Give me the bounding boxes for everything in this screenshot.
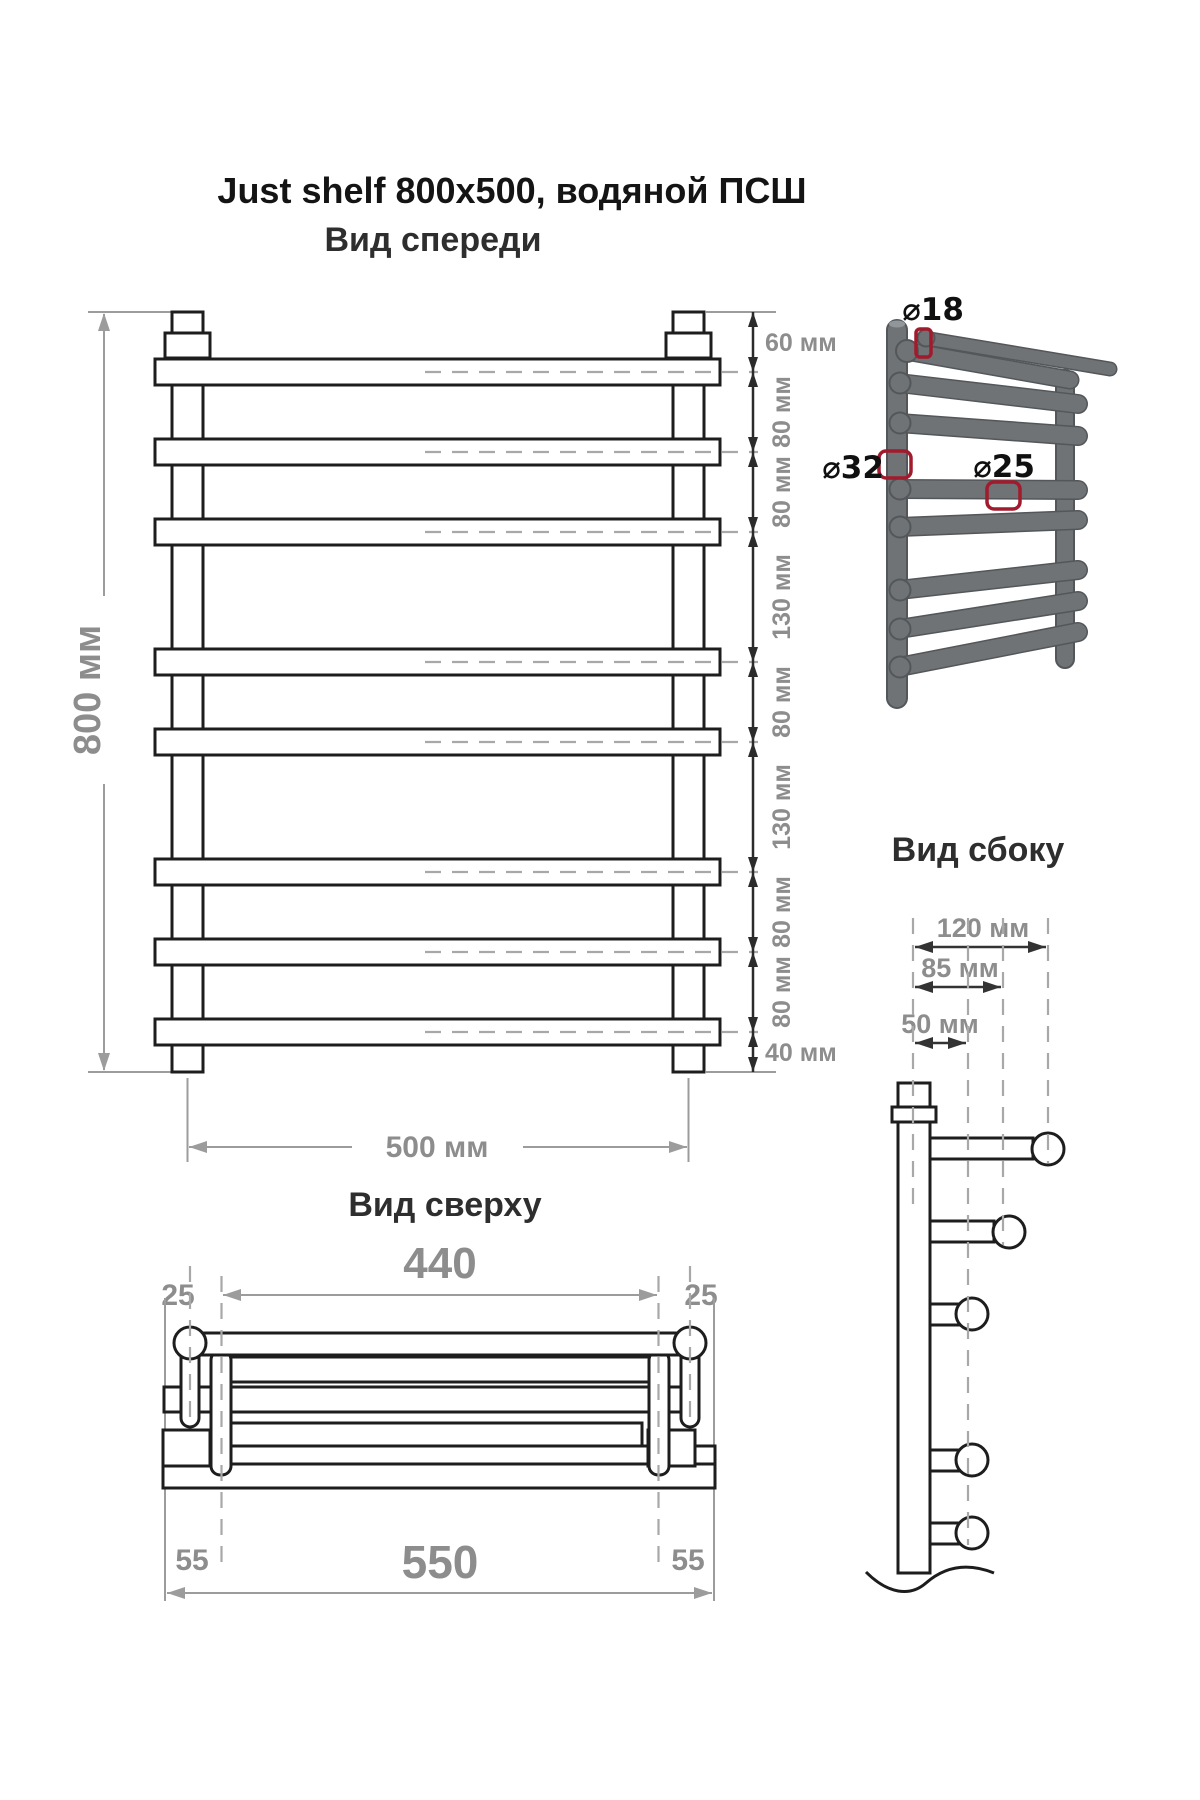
chain-dim-80d: 80 мм	[768, 876, 796, 948]
page-title: Just shelf 800x500, водяной ПСШ	[217, 170, 807, 211]
front-height-dim-label: 800 мм	[67, 624, 109, 756]
front-view	[67, 312, 837, 1164]
side-depth-dimensions	[901, 913, 1046, 1049]
top-front-rail	[180, 1333, 700, 1355]
d25-label: ⌀25	[973, 449, 1035, 485]
top-overall-dimension	[167, 1536, 712, 1599]
top-drawing	[163, 1327, 715, 1488]
render-shelf-tubes	[906, 338, 1110, 380]
d32-label: ⌀32	[822, 450, 884, 486]
chain-dim-80c: 80 мм	[768, 666, 796, 738]
front-rung-centerlines	[425, 372, 758, 1032]
chain-dim-40: 40 мм	[765, 1039, 837, 1067]
render-3d	[822, 292, 1110, 708]
front-right-collar	[666, 333, 711, 358]
top-left-bracket-base	[163, 1430, 210, 1466]
front-height-dimension	[67, 313, 110, 1071]
chain-dim-80a: 80 мм	[768, 376, 796, 448]
chain-dim-80e: 80 мм	[768, 956, 796, 1028]
render-rungs	[899, 383, 1078, 667]
top-view-label: Вид сверху	[348, 1186, 542, 1224]
side-view	[866, 913, 1064, 1592]
front-view-label: Вид спереди	[324, 221, 542, 259]
top-span-label: 440	[403, 1239, 477, 1288]
top-overall-label: 550	[401, 1536, 479, 1588]
front-chain-dimension	[748, 312, 837, 1072]
top-margin-left-label: 55	[175, 1544, 209, 1577]
chain-dim-60: 60 мм	[765, 329, 837, 357]
side-shelf-depth-label: 120 мм	[936, 913, 1030, 943]
top-offset-right-label: 25	[684, 1279, 718, 1312]
front-rungs	[155, 359, 720, 1045]
chain-dim-80b: 80 мм	[768, 456, 796, 528]
front-ladder-drawing	[155, 312, 720, 1072]
front-axis-dim-label: 500 мм	[385, 1131, 489, 1164]
top-centerlines	[190, 1266, 690, 1565]
side-shelf-arm	[930, 1138, 1033, 1159]
side-mid-depth-label: 85 мм	[921, 953, 999, 983]
top-view	[161, 1239, 717, 1601]
chain-dim-130a: 130 мм	[768, 554, 796, 640]
top-margin-right-label: 55	[671, 1544, 705, 1577]
side-drawing	[866, 1083, 1064, 1592]
front-axis-dimension	[189, 1131, 687, 1164]
side-rung-depth-label: 50 мм	[901, 1009, 979, 1039]
d18-label: ⌀18	[902, 292, 964, 328]
side-view-label: Вид сбоку	[891, 831, 1065, 869]
top-span-dimension	[161, 1239, 717, 1312]
top-offset-left-label: 25	[161, 1279, 195, 1312]
front-left-collar	[165, 333, 210, 358]
chain-dim-130b: 130 мм	[768, 764, 796, 850]
